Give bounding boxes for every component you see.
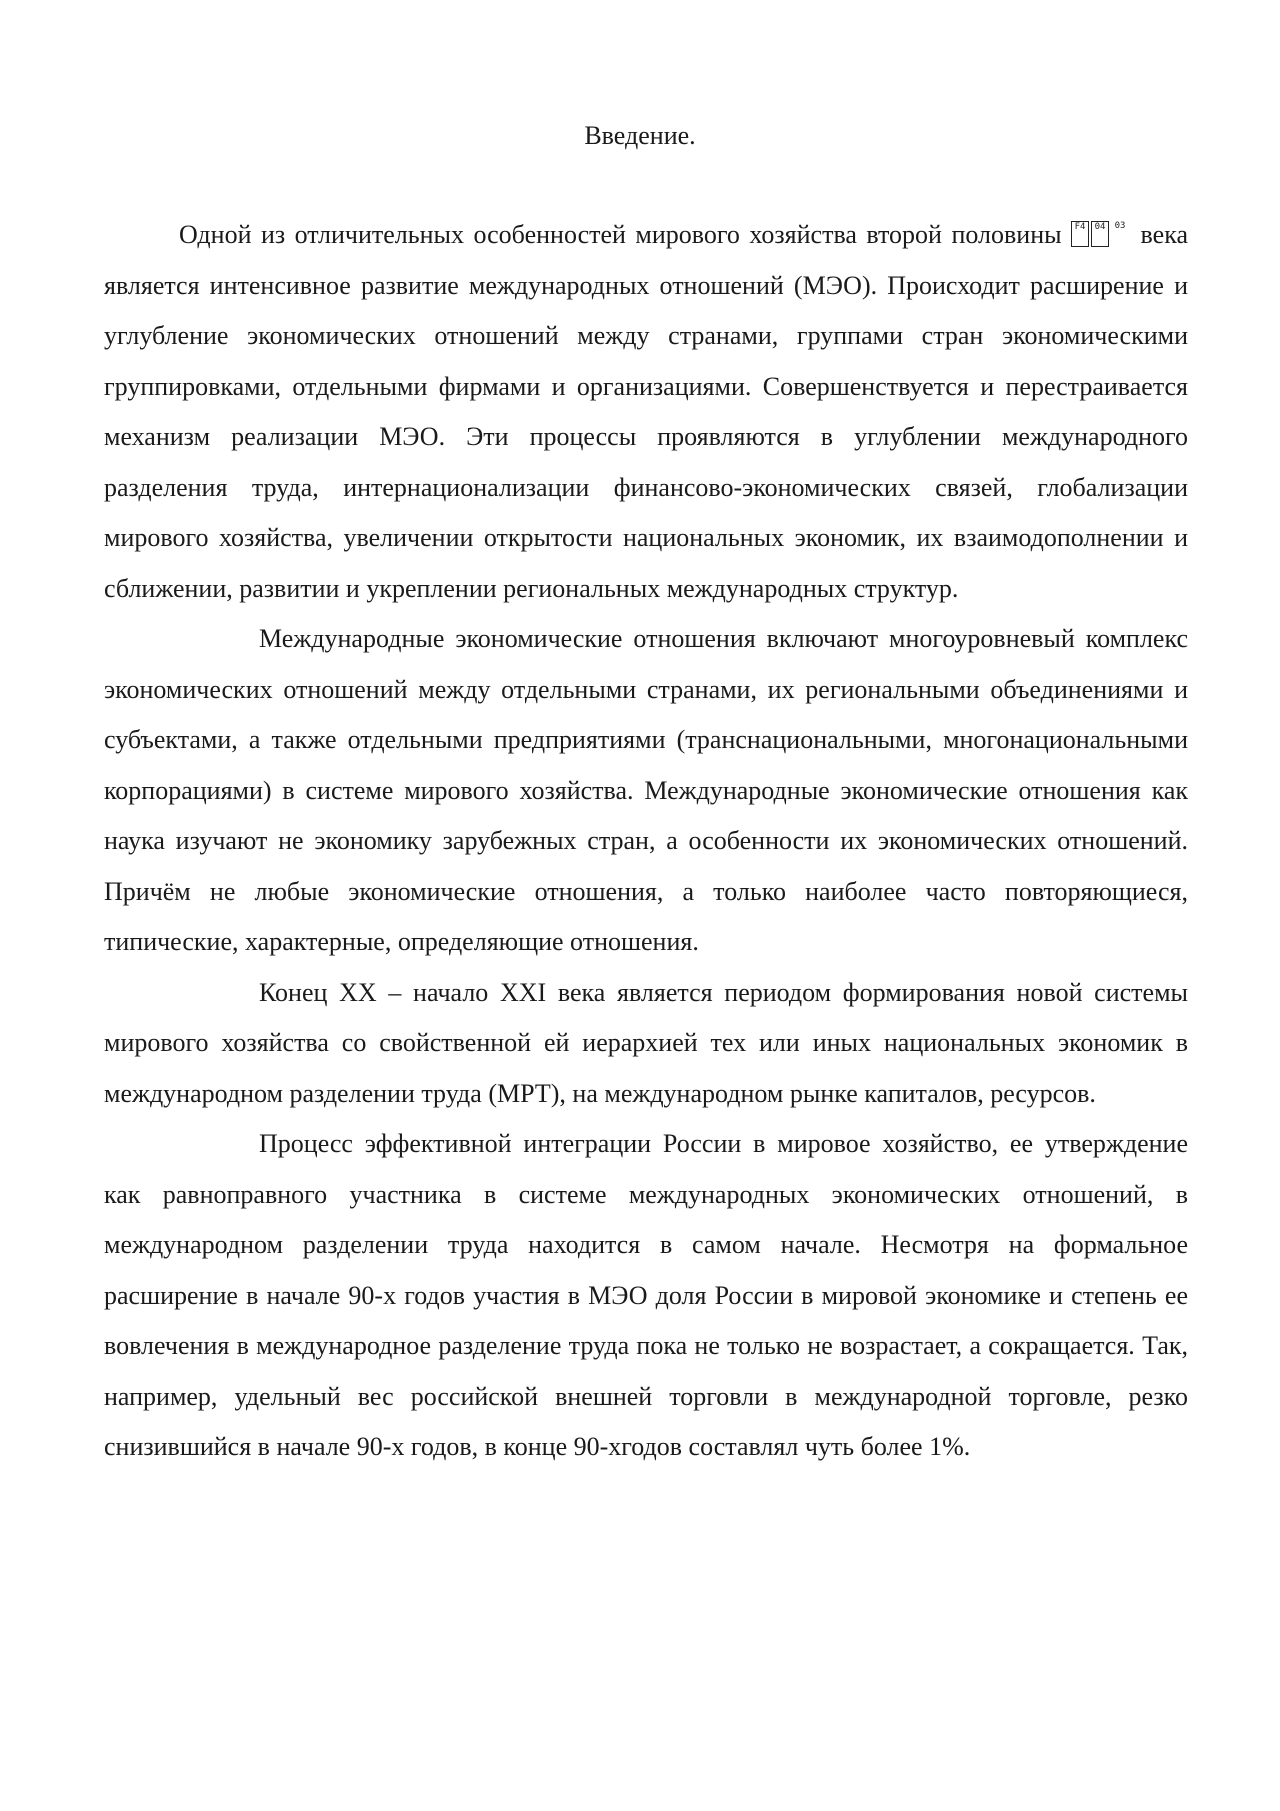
document-body [104,210,1188,1473]
missing-glyph-box [1071,221,1129,247]
document-title: Введение. [584,121,696,150]
paragraph-1-start: Одной из отличительных особенностей мирового хозяйства второй половины [179,220,1062,249]
missing-glyph-cell-2: 04 [1091,221,1109,247]
paragraph-1-rest: века является интенсивное развитие международных отношений (МЭО). Происходит расширение и углубление экономических отношений между странами, группами стран экономическими группировками, отдельными фирмами и организациями. Совершенствуется и перестраивается механизм реализации МЭО. Эти процессы проявляются в углублении международного разделения труда, интернационализации финансово-экономических связей, глобализации мирового хозяйства, увеличении открытости национальных экономик, их взаимодополнении и сближении, развитии и укреплении региональных международных структур. [104,220,1188,603]
paragraph-1 [104,210,1188,614]
missing-glyph-cell-3: 03 [1114,221,1126,231]
paragraph-3: Конец XX – начало XXI века является периодом формирования новой системы мирового хозяйства со свойственной ей иерархией тех или иных национальных экономик в международном разделении труда (МРТ), на международном рынке капиталов, ресурсов. [104,977,1188,1108]
paragraph-4: Процесс эффективной интеграции России в мировое хозяйство, ее утверждение как равноправного участника в системе международных экономических отношений, в международном разделении труда находится в самом начале. Несмотря на формальное расширение в начале 90-х годов участия в МЭО доля России в мировой экономике и степень ее вовлечения в международное разделение труда пока не только не возрастает, а сокращается. Так, например, удельный вес российской внешней торговли в международной торговле, резко снизившийся в начале 90-х годов, в конце 90-хгодов составлял чуть более 1%. [104,1129,1188,1461]
missing-glyph-cell-1: F4 [1071,221,1089,247]
paragraph-2: Международные экономические отношения включают многоуровневый комплекс экономических отношений между отдельными странами, их региональными объединениями и субъектами, а также отдельными предприятиями (транснациональными, многонациональными корпорациями) в системе мирового хозяйства. Международные экономические отношения как наука изучают не экономику зарубежных стран, а особенности их экономических отношений. Причём не любые экономические отношения, а только наиболее часто повторяющиеся, типические, характерные, определяющие отношения. [104,624,1188,956]
